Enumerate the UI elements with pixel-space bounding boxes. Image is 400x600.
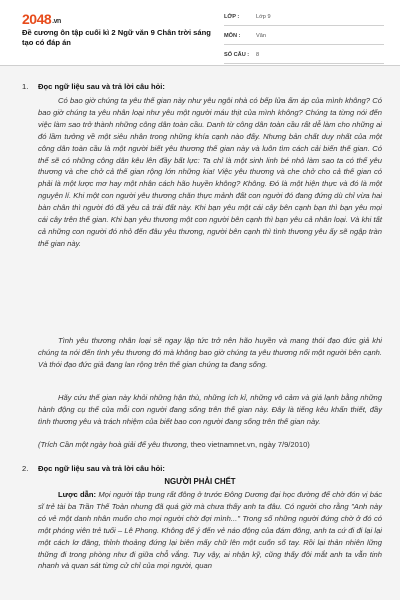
meta-value: 8 <box>256 52 260 58</box>
meta-value: Văn <box>256 33 266 39</box>
question-number: 1. <box>22 82 29 91</box>
question-number: 2. <box>22 464 29 473</box>
story-summary <box>38 489 382 572</box>
site-logo[interactable] <box>22 11 61 27</box>
logo-suffix: .vn <box>52 18 61 25</box>
passage-source <box>38 439 382 451</box>
meta-value: Lớp 9 <box>256 14 271 20</box>
source-title: (Trích Cần một ngày hoà giải để yêu thương, <box>38 440 189 449</box>
passage-paragraph: Có bao giờ chúng ta yêu thế gian này như yêu ngôi nhà có bếp lửa ấm áp của mình không? Có bao giờ chúng ta yêu nhân loại như yêu một người máu thịt của mình không? Chúng ta từng nói đến việc làm sao trở thành những công dân toàn cầu. Danh từ công dân toàn cầu rất dễ làm cho những ai đó lầm tưởng về một siêu nhân trong những khía cạnh nào đấy. Nhưng bản chất duy nhất của một công dân toàn cầu là một người biết yêu thương thế gian này và luôn tìm cách cải biến thế gian. Có thể sẽ có những công dân kêu lên đầy bất lực: Ta chỉ là một sinh linh bé nhỏ làm sao ta có thể yêu thương và che chở cả thế gian rộng lớn những kia! Việc yêu thương và che chở cho cả thế gian có phải là một lược mơ hay một nhân cách hão huyền không? Không. Đó là một hiện thực và đó là một nguyên lí. Khi một con người yêu thương chăn thực mảnh đất con người đó đang đứng dù chỉ vừa hai bàn chân thì người đó đã yêu cả trái đất này. Khi bạn yêu một cái cây bên cạnh bạn thì bạn yêu mọi cái cây trên thế gian. Khi bạn yêu thương một con người bên cạnh thì bạn yêu cả nhân loại. Và khi tất cả những con người đó nhỏ đến đâu yêu thương, người bên cạnh thì tình thương yêu ấy sẽ ngập tràn thế gian này. <box>38 96 382 248</box>
meta-row-class <box>224 10 384 26</box>
meta-label: SỐ CÂU : <box>224 52 250 58</box>
question-heading: Đọc ngữ liệu sau và trả lời câu hỏi: <box>38 464 165 473</box>
document-header <box>0 0 400 66</box>
meta-label: LỚP : <box>224 14 240 20</box>
meta-label: MÔN : <box>224 33 241 39</box>
logo-number: 2048 <box>22 11 52 27</box>
document-content <box>0 66 400 600</box>
summary-text: Mọi người tập trung rất đông ở trước Đông Dương đại học đường để chờ đón vị bác sĩ trẻ tài ba Trần Thế Toàn nhưng đã quá giờ mà chưa thấy anh ta đâu. Có người cho rằng "Anh này có vẻ một danh nhân muốn cho mọi người chờ đợi mình..." Trong số những người đứng chờ ở đó có một phóng viên trẻ tuổi – Lê Phong. Không để ý đến vẻ náo động của đám đông, anh ta cứ đi đi lại lại một cách lơ đãng, thỉnh thoảng đứng lại biên mấy chữ lên một cuốn sổ tay. Rồi lại thản nhiên lững thững đi trong phòng như đi giữa chỗ vắng. Tuy vậy, ai nhận kỹ, cũng thấy đôi mắt anh ta vẫn tinh nhanh và quan sát từng cử chỉ của mọi người, quan <box>38 490 382 571</box>
story-title: NGƯỜI PHẢI CHẾT <box>164 477 236 486</box>
passage-paragraph: Hãy cứu thế gian này khỏi những hận thù, những ích kỉ, những vô cảm và giá lạnh bằng những hành động cụ thể của mỗi con người đang sống trên thế gian này. Đây là tiếng kêu khẩn thiết, đầy tình thương yêu và trách nhiệm của biết bao con người đang sống trên thế gian này. <box>38 393 382 426</box>
summary-label: Lược dẫn: <box>58 490 97 499</box>
passage-paragraph: Tình yêu thương nhân loại sẽ ngay lập tức trở nên hão huyền và mang thói đạo đức giả khi chúng ta nói đến tình yêu thương đó mà không bao giờ chúng ta yêu thương nổi một người bên cạnh. Và thói đạo đức giả đang lan rộng trên thế gian chúng ta đang sống. <box>38 336 382 369</box>
meta-table <box>224 10 384 67</box>
source-reference: theo vietnamnet.vn, ngày 7/9/2010) <box>188 440 310 449</box>
meta-row-subject <box>224 29 384 45</box>
question-heading: Đọc ngữ liệu sau và trả lời câu hỏi: <box>38 82 165 91</box>
meta-row-count <box>224 48 384 64</box>
document-title: Đề cương ôn tập cuối kì 2 Ngữ văn 9 Chân trời sáng tạo có đáp án <box>22 28 211 47</box>
